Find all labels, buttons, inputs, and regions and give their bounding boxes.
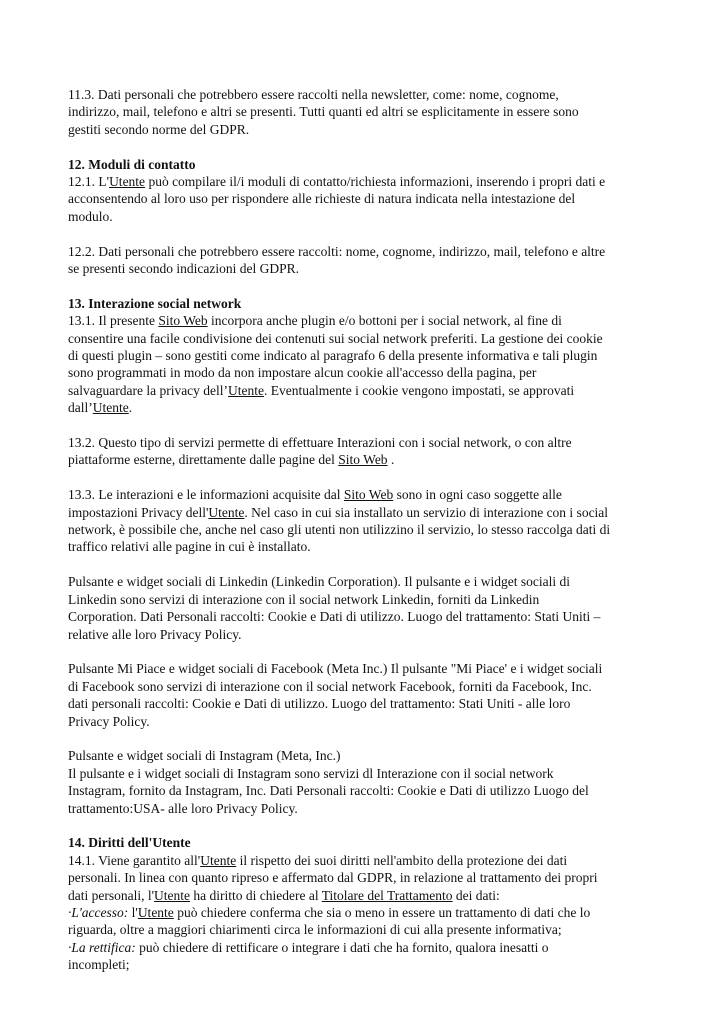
text-line [68, 904, 668, 921]
text-span: 14.1. Viene garantito all' [68, 852, 201, 868]
text-span: 12.1. L' [68, 174, 110, 190]
text-span: . Eventualmente i cookie vengono impostati, se approvati [264, 382, 575, 398]
paragraph-11-3 [68, 86, 668, 138]
paragraph-14-1 [68, 852, 668, 974]
titolare-trattamento-link[interactable]: Titolare del Trattamento [321, 887, 453, 903]
text-span: . [387, 452, 395, 468]
utente-link[interactable]: Utente [154, 887, 191, 903]
text-line: indirizzo, mail, telefono e altri se presenti. Tutti quanti ed altri se esplicitamente in essere sono [68, 104, 579, 120]
text-line: personali. In linea con quanto ripreso e affermato dal GDPR, in relazione al trattamento dei propri [68, 870, 598, 886]
utente-link[interactable]: Utente [109, 174, 146, 190]
utente-link[interactable]: Utente [228, 382, 265, 398]
sito-web-link[interactable]: Sito Web [343, 487, 394, 503]
text-line: di Facebook sono servizi di interazione con il social network Facebook, forniti da Facebook, Inc. [68, 678, 592, 694]
sito-web-link[interactable]: Sito Web [338, 452, 388, 468]
text-line: Pulsante Mi Piace e widget sociali di Facebook (Meta Inc.) Il pulsante "Mi Piace' e i widget sociali [68, 661, 603, 677]
text-span: sono in ogni caso soggette alle [393, 487, 562, 503]
text-line: dati personali raccolti: Cookie e Dati di utilizzo. Luogo del trattamento: Stati Uniti - alle loro [68, 696, 571, 712]
text-span: può chiedere conferma che sia o meno in essere un trattamento di dati che lo [173, 904, 591, 920]
text-span: dei dati: [452, 887, 500, 903]
text-span: dall’ [68, 400, 93, 416]
paragraph-12-1 [68, 173, 668, 225]
text-line: network, è possibile che, anche nel caso gli utenti non utilizzino il servizio, lo stesso raccolga dati di [68, 522, 611, 538]
text-line: 12.2. Dati personali che potrebbero essere raccolti: nome, cognome, indirizzo, mail, telefono e altre [68, 243, 606, 259]
text-span: può compilare il/i moduli di contatto/richiesta informazioni, inserendo i propri dati e [145, 174, 606, 190]
text-line: acconsentendo al loro uso per rispondere alle richieste di natura indicata nella intestazione del [68, 191, 576, 207]
paragraph-linkedin [68, 573, 668, 643]
text-line [68, 486, 668, 503]
paragraph-13-2 [68, 434, 668, 469]
text-line [68, 887, 668, 904]
text-line: Instagram, fornito da Instagram, Inc. Dati Personali raccolti: Cookie e Dati di utilizzo Luogo del [68, 783, 589, 799]
text-span: incorpora anche plugin e/o bottoni per i social network, al fine di [207, 313, 562, 329]
text-span: impostazioni Privacy dell' [68, 504, 209, 520]
text-line [68, 504, 668, 521]
text-line: Privacy Policy. [68, 713, 150, 729]
text-line [68, 382, 668, 399]
utente-link[interactable]: Utente [200, 852, 237, 868]
heading-moduli-di-contatto: 12. Moduli di contatto [68, 156, 196, 172]
text-line: consentire una facile condivisione dei contenuti sui social network preferiti. La gestione dei cookie [68, 330, 603, 346]
text-line [68, 399, 668, 416]
text-span: il rispetto dei suoi diritti nell'ambito della protezione dei dati [236, 852, 568, 868]
heading-diritti-utente: 14. Diritti dell'Utente [68, 835, 191, 851]
text-line [68, 173, 668, 190]
rettifica-label: ·La rettifica: [68, 939, 136, 955]
text-line: traffico relativi alle pagine in cui è installato. [68, 539, 311, 555]
text-line: 11.3. Dati personali che potrebbero essere raccolti nella newsletter, come: nome, cognome, [68, 87, 559, 102]
text-line [68, 451, 668, 468]
text-line: Linkedin sono servizi di interazione con il social network Linkedin, forniti da Linkedin [68, 591, 540, 607]
text-line: gestiti secondo norme del GDPR. [68, 121, 250, 137]
text-line: riguarda, oltre a maggiori chiarimenti circa le informazioni di cui alla presente informativa; [68, 922, 562, 938]
text-span: salvaguardare la privacy dell’ [68, 382, 229, 398]
text-line: Corporation. Dati Personali raccolti: Cookie e Dati di utilizzo. Luogo del trattamento: Stati Uniti – [68, 609, 601, 625]
heading-interazione-social-network: 13. Interazione social network [68, 295, 242, 311]
text-span: . [128, 400, 133, 416]
accesso-label: ·L'accesso: [68, 904, 129, 920]
text-line: incompleti; [68, 957, 130, 973]
text-span: può chiedere di rettificare o integrare i dati che ha fornito, qualora inesatti o [135, 939, 549, 955]
utente-link[interactable]: Utente [137, 904, 174, 920]
text-span: dati personali, l' [68, 887, 155, 903]
paragraph-12-2 [68, 243, 668, 278]
text-line: Il pulsante e i widget sociali di Instagram sono servizi dl Interazione con il social network [68, 765, 554, 781]
text-line: di questi plugin – sono gestiti come indicato al paragrafo 6 della presente informativa e tali plugin [68, 348, 598, 364]
text-line: Pulsante e widget sociali di Instagram (Meta, Inc.) [68, 748, 341, 764]
text-span: . Nel caso in cui sia installato un servizio di interazione con i social [244, 504, 609, 520]
text-span: 13.3. Le interazioni e le informazioni acquisite dal [68, 487, 344, 503]
text-line [68, 312, 668, 329]
paragraph-instagram [68, 747, 668, 817]
text-span: l' [128, 904, 138, 920]
text-line [68, 852, 668, 869]
utente-link[interactable]: Utente [208, 504, 245, 520]
text-line: se presenti secondo indicazioni del GDPR. [68, 261, 299, 277]
paragraph-13-1 [68, 312, 668, 416]
sito-web-link[interactable]: Sito Web [158, 313, 208, 329]
text-line: modulo. [68, 208, 113, 224]
paragraph-facebook [68, 660, 668, 730]
text-line: Pulsante e widget sociali di Linkedin (Linkedin Corporation). Il pulsante e i widget sociali di [68, 574, 571, 590]
text-line: 13.2. Questo tipo di servizi permette di effettuare Interazioni con i social network, o con altre [68, 435, 572, 451]
text-span: 13.1. Il presente [68, 313, 159, 329]
text-line: relative alle loro Privacy Policy. [68, 626, 242, 642]
utente-link[interactable]: Utente [92, 400, 129, 416]
text-line [68, 939, 668, 956]
text-line: sono programmati in modo da non impostare alcun cookie all'accesso della pagina, per [68, 365, 537, 381]
paragraph-13-3 [68, 486, 668, 556]
text-line: trattamento:USA- alle loro Privacy Policy. [68, 800, 298, 816]
text-span: ha diritto di chiedere al [190, 887, 322, 903]
document-page [68, 86, 668, 974]
text-span: piattaforme esterne, direttamente dalle pagine del [68, 452, 339, 468]
